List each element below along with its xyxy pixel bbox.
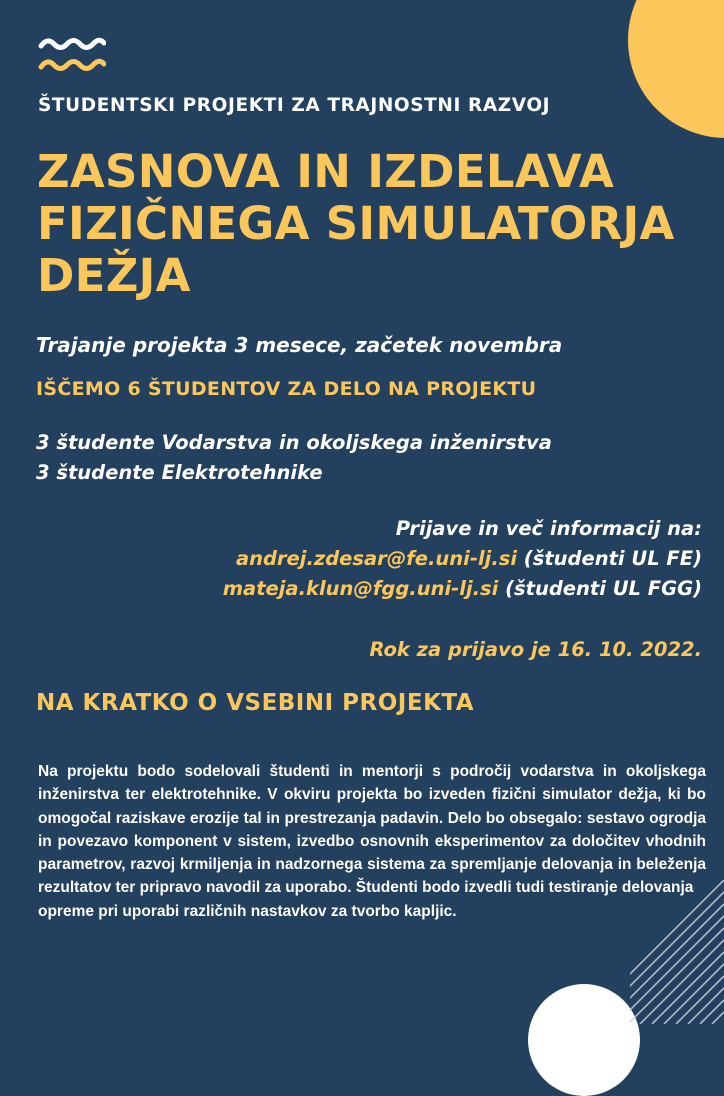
summary-paragraph: Na projektu bodo sodelovali študenti in mentorji s področij vodarstva in okoljskega inženirstva ter elektrotehnike. V okviru projekta bo izveden fizični simulator dežja, ki bo omogočal raziskave erozije tal in prestrezanja padavin. Delo bo obsegalo: sestavo ogrodja in povezavo komponent v sistem, izvedbo osnovnih eksperimentov za določitev vhodnih parametrov, razvoj krmiljenja in nadzornega sistema za spremljanje delovanja in beleženja rezultatov ter pripravo navodil za uporabo. Študenti bodo izvedli tudi testiranje delovanja xyxy=(38,763,706,897)
email-link[interactable]: mateja.klun@fgg.uni-lj.si xyxy=(222,577,499,600)
contact-note: (študenti UL FGG) xyxy=(498,577,702,600)
summary-paragraph-end: opreme pri uporabi različnih nastavkov za tvorbo kapljic. xyxy=(38,902,457,920)
decorative-circle-top xyxy=(628,0,724,138)
title-line: FIZIČNEGA SIMULATORJA xyxy=(37,197,675,250)
title-line: DEŽJA xyxy=(37,249,191,302)
student-requirements xyxy=(36,428,552,488)
contact-heading: Prijave in več informacij na: xyxy=(395,517,702,540)
project-duration: Trajanje projekta 3 mesece, začetek novembra xyxy=(36,333,563,357)
waves-icon xyxy=(38,34,106,74)
page-title xyxy=(37,146,675,302)
contact-entry xyxy=(223,544,702,574)
contact-block xyxy=(223,514,702,604)
contact-entry xyxy=(223,574,702,604)
summary-heading: NA KRATKO O VSEBINI PROJEKTA xyxy=(36,690,475,716)
student-requirement-item: 3 študente Vodarstva in okoljskega inženirstva xyxy=(36,431,552,454)
email-link[interactable]: andrej.zdesar@fe.uni-lj.si xyxy=(235,547,518,570)
summary-text xyxy=(38,760,706,923)
application-deadline: Rok za prijavo je 16. 10. 2022. xyxy=(369,638,702,661)
contact-note: (študenti UL FE) xyxy=(517,547,702,570)
project-category: ŠTUDENTSKI PROJEKTI ZA TRAJNOSTNI RAZVOJ xyxy=(38,95,551,116)
title-line: ZASNOVA IN IZDELAVA xyxy=(37,145,615,198)
student-requirement-item: 3 študente Elektrotehnike xyxy=(36,461,323,484)
decorative-circle-bottom xyxy=(528,984,640,1096)
recruitment-heading: IŠČEMO 6 ŠTUDENTOV ZA DELO NA PROJEKTU xyxy=(36,378,537,400)
